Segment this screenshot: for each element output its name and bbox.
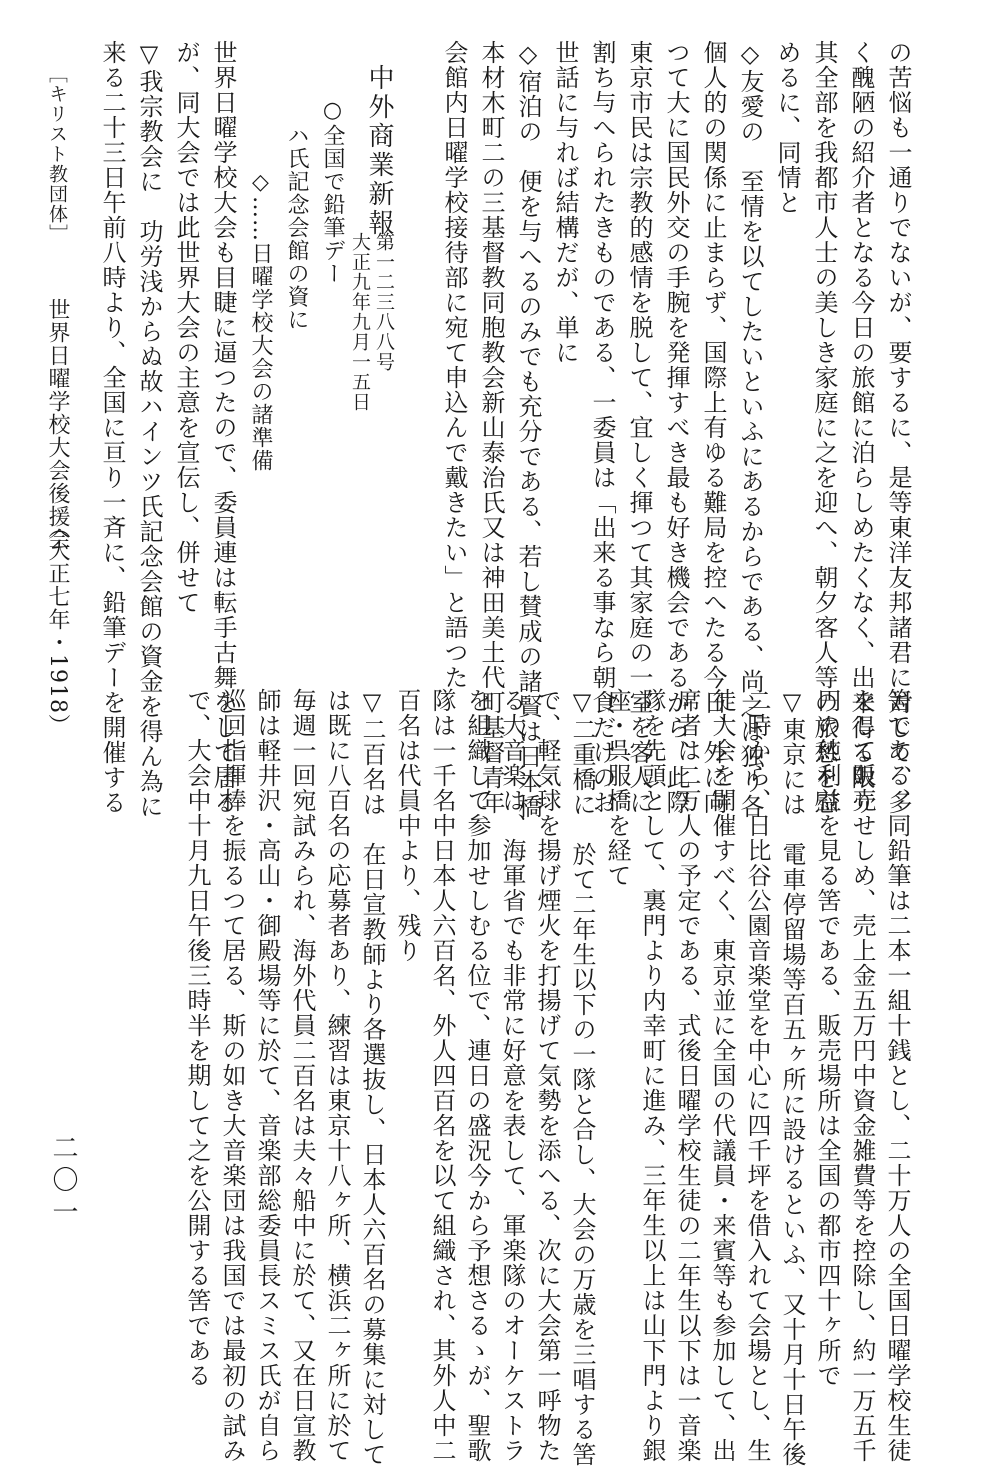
lower-line-13: を組織して参加せしむる位で、連日の盛況今から予想さるゝが、聖歌 bbox=[463, 688, 491, 1463]
lower-line-4: ▽東京には 電車停留場等百五ヶ所に設けるといふ、又十月十日午後 bbox=[778, 688, 806, 1467]
lower-line-7: 席者は二万人の予定である、式後日曜学校生徒の二年生以下は一音楽 bbox=[673, 688, 701, 1463]
upper-line-6: 個人的の関係に止まらず、国際上有ゆる難局を控へたる今日、外に向 bbox=[699, 40, 727, 815]
lower-line-1: 筈である、同鉛筆は二本一組十銭とし、二十万人の全国日曜学校生徒 bbox=[883, 688, 911, 1463]
headline-sub: ハ氏記念会館の資に bbox=[284, 124, 309, 331]
upper-line-4: めるに、同情と bbox=[773, 40, 801, 215]
page-number: 二〇一 bbox=[48, 1134, 78, 1230]
lower-line-6: 徒大会を開催すべく、東京並に全国の代議員・来賓等も参加して、出 bbox=[708, 688, 736, 1463]
lower-line-17: は既に八百名の応募者あり、練習は東京十八ヶ所、横浜二ヶ所に於て bbox=[323, 688, 351, 1463]
footer-title: 世界日曜学校大会後援会 bbox=[45, 298, 70, 551]
body-line-2: が、同大会では此世界大会の主意を宣伝し、併せて bbox=[172, 40, 200, 615]
issue-number: 第一二三八八号 bbox=[373, 232, 395, 372]
newspaper-name: 中外商業新報 bbox=[364, 64, 394, 238]
body-line-4: 来る二十三日午前八時より、全国に亘り一斉に、鉛筆デーを開催する bbox=[98, 40, 126, 815]
upper-line-10: 世話に与れば結構だが、単に bbox=[551, 40, 579, 365]
upper-line-11: ◇宿泊の 便を与へるのみでも充分である、若し賛成の諸賢は日本橋 bbox=[514, 40, 542, 819]
lower-line-12: る大音楽は、海軍省でも非常に好意を表して、軍楽隊のオーケストラ bbox=[498, 688, 526, 1463]
lower-line-3: 円の純利益を見る筈である、販売場所は全国の都市四十ヶ所で bbox=[813, 688, 841, 1388]
lower-line-8: 隊を先頭として、裏門より内幸町に進み、三年生以上は山下門より銀 bbox=[638, 688, 666, 1463]
body-line-3: ▽我宗教会に 功労浅からぬ故ハインツ氏記念会館の資金を得ん為に bbox=[135, 40, 163, 819]
upper-line-8: 東京市民は宗教的感情を脱して、宜しく揮つて其家庭の一室を客人に bbox=[625, 40, 653, 815]
lower-line-11: で、軽気球を揚げ煙火を打揚げて気勢を添へる、次に大会第一呼物た bbox=[533, 688, 561, 1463]
lower-line-16: ▽二百名は 在日宣教師より各選抜し、日本人六百名の募集に対して bbox=[358, 688, 386, 1467]
upper-line-1: の苦悩も一通りでないが、要するに、是等東洋友邦諸君に対して、多 bbox=[884, 40, 912, 815]
headline-detail: ◇……日曜学校大会の諸準備 bbox=[248, 170, 273, 472]
lower-line-18: 毎週一回宛試みられ、海外代員二百名は夫々船中に於て、又在日宣教 bbox=[288, 688, 316, 1463]
upper-line-2: く醜陋の紹介者となる今日の旅館に泊らしめたくなく、出来得る限り bbox=[847, 40, 875, 815]
body-line-1: 世界日曜学校大会も目睫に逼つたので、委員連は転手古舞をして居る bbox=[209, 40, 237, 815]
lower-line-14: 隊は一千名中日本人六百名、外人四百名を以て組織され、其外人中二 bbox=[428, 688, 456, 1463]
upper-line-5: ◇友愛の 至情を以てしたいといふにあるからである、尚之は独り各 bbox=[736, 40, 764, 819]
upper-line-13: 会館内日曜学校接待部に宛て申込んで戴きたい」と語つた bbox=[440, 40, 468, 690]
lower-line-15: 百名は代員中より、残り bbox=[393, 688, 421, 963]
lower-line-5: 二時から、日比谷公園音楽堂を中心に四千坪を借入れて会場とし、生 bbox=[743, 688, 771, 1463]
lower-line-19: 師は軽井沢・高山・御殿場等に於て、音楽部総委員長スミス氏が自ら bbox=[253, 688, 281, 1463]
lower-line-10: ▽二重橋に 於て二年生以下の一隊と合し、大会の万歳を三唱する筈 bbox=[568, 688, 596, 1467]
upper-line-12: 本材木町二の三基督教同胞教会新山泰治氏又は神田美土代町基督青年 bbox=[477, 40, 505, 815]
upper-line-3: 其全部を我都市人士の美しき家庭に之を迎へ、朝夕客人等の旅愁を慰 bbox=[810, 40, 838, 815]
lower-line-2: をして販売せしめ、売上金五万円中資金雑費等を控除し、約一万五千 bbox=[848, 688, 876, 1463]
lower-line-20: 巡回指揮棒を振るつて居る、斯の如き大音楽団は我国では最初の試み bbox=[218, 688, 246, 1463]
headline-main: ○全国で鉛筆デー bbox=[320, 98, 345, 285]
issue-date: 大正九年九月一五日 bbox=[349, 232, 371, 412]
lower-line-9: 座・呉服橋を経て bbox=[603, 688, 631, 888]
footer-year: （大正七年・1918） bbox=[45, 516, 70, 737]
footer-source: ［キリスト教団体］ bbox=[46, 64, 68, 244]
lower-line-21: で、大会中十月九日午後三時半を期して之を公開する筈である bbox=[183, 688, 211, 1388]
upper-line-9: 割ち与へられたきものである、一委員は「出来る事なら朝食だけのお bbox=[588, 40, 616, 815]
upper-line-7: つて大に国民外交の手腕を発揮すべき最も好き機会であるから、此際 bbox=[662, 40, 690, 815]
